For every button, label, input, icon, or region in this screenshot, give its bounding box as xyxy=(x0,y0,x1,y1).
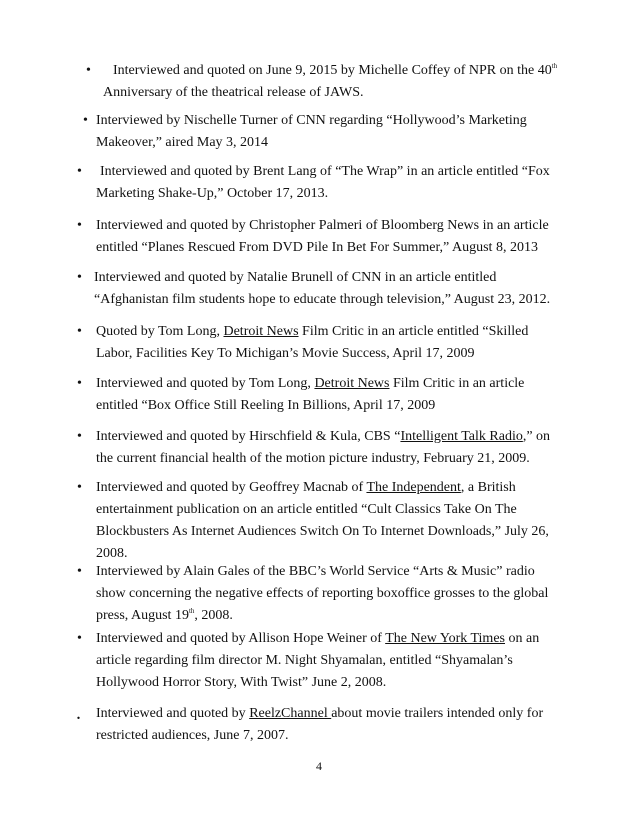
bullet-icon: • xyxy=(77,631,82,646)
item-line: the current financial health of the motion picture industry, February 21, 2009. xyxy=(96,451,530,466)
list-item xyxy=(96,628,539,694)
item-line: Interviewed and quoted by Natalie Brunell of CNN in an article entitled xyxy=(94,270,497,285)
item-line: Interviewed and quoted by Allison Hope Weiner of The New York Times on an xyxy=(96,631,540,646)
list-item xyxy=(96,703,543,747)
item-line: Marketing Shake-Up,” October 17, 2013. xyxy=(96,186,329,201)
item-line: “Afghanistan film students hope to educate through television,” August 23, 2012. xyxy=(94,292,551,307)
item-line: Interviewed and quoted by Tom Long, Detroit News Film Critic in an article xyxy=(96,376,525,391)
item-line: Interviewed and quoted on June 9, 2015 by Michelle Coffey of NPR on the 40th xyxy=(113,62,558,78)
item-line: Interviewed and quoted by Christopher Palmeri of Bloomberg News in an article xyxy=(96,218,549,233)
item-line: press, August 19th, 2008. xyxy=(96,607,233,623)
item-line: entitled “Planes Rescued From DVD Pile In Bet For Summer,” August 8, 2013 xyxy=(96,240,538,255)
list-item xyxy=(96,215,549,259)
item-line: restricted audiences, June 7, 2007. xyxy=(96,728,289,743)
bullet-icon: • xyxy=(77,376,82,391)
list-item xyxy=(96,110,527,154)
list-item xyxy=(96,373,524,417)
bullet-icon: • xyxy=(83,113,88,128)
item-line: show concerning the negative effects of reporting boxoffice grosses to the global xyxy=(96,586,549,601)
publication-name: Intelligent Talk Radio xyxy=(400,429,523,444)
publication-name: The Independent xyxy=(366,480,461,495)
publication-name: ReelzChannel xyxy=(249,706,332,721)
list-item xyxy=(103,60,557,104)
bullet-icon: • xyxy=(77,218,82,233)
publication-name: Detroit News xyxy=(223,324,299,339)
item-line: Blockbusters As Internet Audiences Switch On To Internet Downloads,” July 26, xyxy=(96,524,549,539)
bullet-icon: • xyxy=(86,63,91,78)
list-item xyxy=(96,561,548,627)
bullet-icon: • xyxy=(77,429,82,444)
item-line: Hollywood Horror Story, With Twist” June 2, 2008. xyxy=(96,675,387,690)
item-line: entertainment publication on an article entitled “Cult Classics Take On The xyxy=(96,502,517,517)
publication-name: The New York Times xyxy=(385,631,505,646)
bullet-icon: • xyxy=(77,270,82,285)
item-line: entitled “Box Office Still Reeling In Billions, April 17, 2009 xyxy=(96,398,436,413)
item-line: Interviewed by Alain Gales of the BBC’s World Service “Arts & Music” radio xyxy=(96,564,535,579)
item-line: Interviewed by Nischelle Turner of CNN regarding “Hollywood’s Marketing xyxy=(96,113,527,128)
item-line: Anniversary of the theatrical release of JAWS. xyxy=(103,85,364,100)
list-item xyxy=(96,477,549,565)
publication-name: Detroit News xyxy=(314,376,390,391)
item-line: Interviewed and quoted by ReelzChannel about movie trailers intended only for xyxy=(96,706,544,721)
bullet-icon: • xyxy=(77,164,82,179)
page-number: 4 xyxy=(316,759,322,773)
bullet-icon: • xyxy=(77,480,82,495)
item-line: Quoted by Tom Long, Detroit News Film Critic in an article entitled “Skilled xyxy=(96,324,529,339)
list-item xyxy=(96,161,550,205)
bullet-icon: • xyxy=(77,564,82,579)
item-line: Labor, Facilities Key To Michigan’s Movie Success, April 17, 2009 xyxy=(96,346,475,361)
item-line: Interviewed and quoted by Brent Lang of “The Wrap” in an article entitled “Fox xyxy=(100,164,550,179)
item-line: Makeover,” aired May 3, 2014 xyxy=(96,135,269,150)
list-item xyxy=(94,267,550,311)
item-line: Interviewed and quoted by Geoffrey Macnab of The Independent, a British xyxy=(96,480,516,495)
bullet-icon: . xyxy=(76,702,81,724)
item-line: article regarding film director M. Night Shyamalan, entitled “Shyamalan’s xyxy=(96,653,513,668)
item-line: Interviewed and quoted by Hirschfield & Kula, CBS “Intelligent Talk Radio,” on xyxy=(96,429,551,444)
bullet-icon: • xyxy=(77,324,82,339)
list-item xyxy=(96,426,550,470)
item-line: 2008. xyxy=(96,546,128,561)
list-item xyxy=(96,321,528,365)
